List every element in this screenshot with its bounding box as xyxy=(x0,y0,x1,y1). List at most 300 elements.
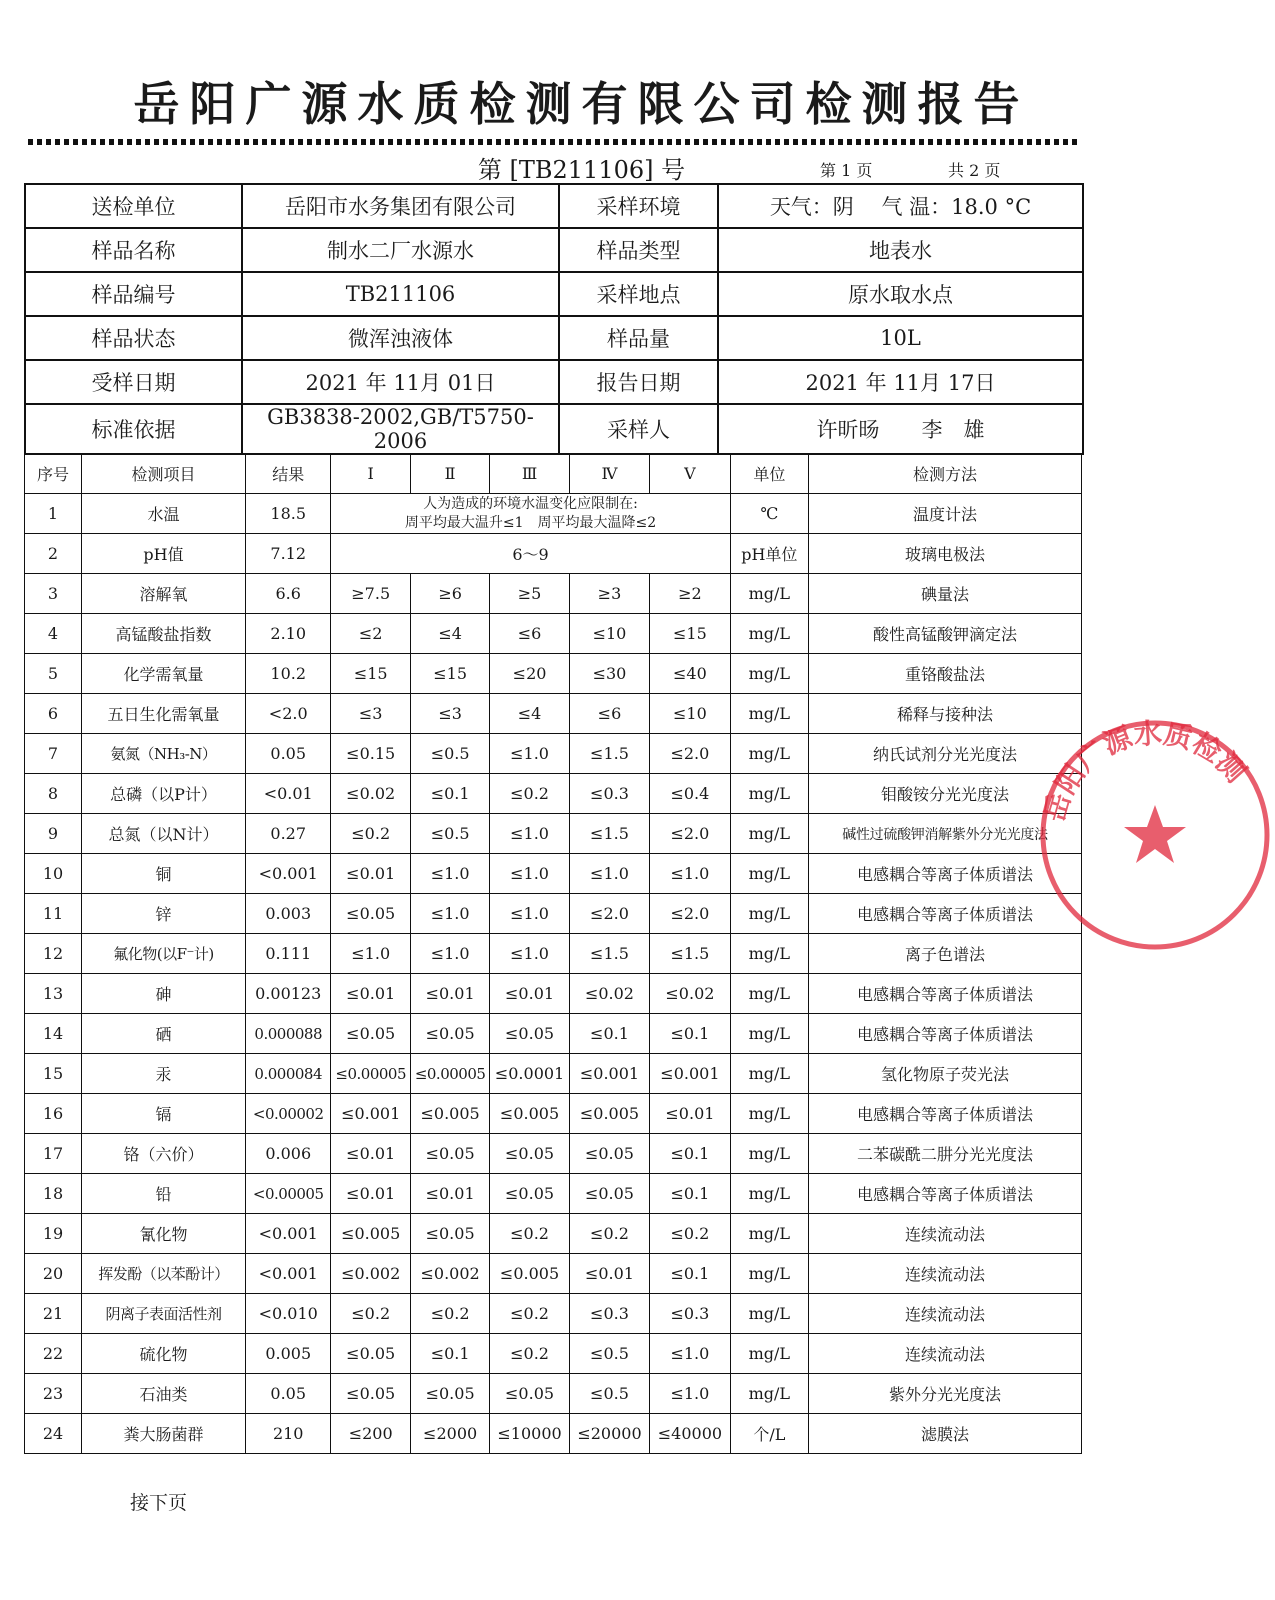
row-class-3: ≤1.0 xyxy=(490,814,569,854)
info-value: 天气：阴 气 温：18.0 °C xyxy=(718,184,1083,228)
info-label: 样品名称 xyxy=(25,228,242,272)
row-item: 粪大肠菌群 xyxy=(82,1414,246,1454)
row-unit: pH单位 xyxy=(730,534,808,574)
row-class-1: ≤0.01 xyxy=(331,974,410,1014)
seal-text: 岳阳广源水质检测 xyxy=(1037,716,1253,826)
row-result: 7.12 xyxy=(245,534,331,574)
row-result: 10.2 xyxy=(245,654,331,694)
row-class-3: ≤1.0 xyxy=(490,894,569,934)
row-unit: mg/L xyxy=(730,574,808,614)
table-row xyxy=(25,1414,1082,1454)
row-no: 19 xyxy=(25,1214,82,1254)
row-result: <0.010 xyxy=(245,1294,331,1334)
row-item: 高锰酸盐指数 xyxy=(82,614,246,654)
row-class-3: ≤20 xyxy=(490,654,569,694)
row-item: 硫化物 xyxy=(82,1334,246,1374)
header-result: 结果 xyxy=(245,454,331,494)
row-item: 氟化物(以F⁻计) xyxy=(82,934,246,974)
row-method: 重铬酸盐法 xyxy=(809,654,1082,694)
row-class-5: ≥2 xyxy=(650,574,730,614)
row-no: 11 xyxy=(25,894,82,934)
row-item: 氨氮（NH₃-N） xyxy=(82,734,246,774)
row-method: 连续流动法 xyxy=(809,1294,1082,1334)
header-class-4: Ⅳ xyxy=(569,454,649,494)
row-class-4: ≤0.005 xyxy=(569,1094,649,1134)
row-class-2: ≤0.05 xyxy=(410,1014,489,1054)
page-total: 共 2 页 xyxy=(948,161,1001,180)
row-result: <0.00002 xyxy=(245,1094,331,1134)
row-class-3: ≤0.2 xyxy=(490,774,569,814)
row-class-5: ≤0.3 xyxy=(650,1294,730,1334)
row-class-4: ≤0.5 xyxy=(569,1334,649,1374)
row-class-4: ≤0.5 xyxy=(569,1374,649,1414)
row-unit: mg/L xyxy=(730,814,808,854)
info-label: 采样人 xyxy=(559,404,718,454)
company-seal xyxy=(1035,715,1275,955)
header-class-5: Ⅴ xyxy=(650,454,730,494)
row-class-1: ≤0.002 xyxy=(331,1254,410,1294)
table-row xyxy=(25,814,1082,854)
row-class-4: ≤0.05 xyxy=(569,1174,649,1214)
row-no: 4 xyxy=(25,614,82,654)
row-class-5: ≤15 xyxy=(650,614,730,654)
row-no: 10 xyxy=(25,854,82,894)
table-row xyxy=(25,894,1082,934)
row-class-1: ≤0.05 xyxy=(331,1014,410,1054)
header-class-2: Ⅱ xyxy=(410,454,489,494)
row-no: 24 xyxy=(25,1414,82,1454)
row-class-2: ≤0.01 xyxy=(410,974,489,1014)
row-unit: ℃ xyxy=(730,494,808,534)
row-class-3: ≤0.2 xyxy=(490,1294,569,1334)
row-no: 12 xyxy=(25,934,82,974)
row-class-5: ≤1.0 xyxy=(650,854,730,894)
row-result: 0.27 xyxy=(245,814,331,854)
row-item: 挥发酚（以苯酚计） xyxy=(82,1254,246,1294)
row-class-5: ≤10 xyxy=(650,694,730,734)
row-no: 21 xyxy=(25,1294,82,1334)
row-no: 23 xyxy=(25,1374,82,1414)
row-item: 砷 xyxy=(82,974,246,1014)
row-no: 9 xyxy=(25,814,82,854)
info-label: 样品类型 xyxy=(559,228,718,272)
info-label: 采样地点 xyxy=(559,272,718,316)
row-no: 15 xyxy=(25,1054,82,1094)
row-item: 石油类 xyxy=(82,1374,246,1414)
table-header-row xyxy=(25,454,1082,494)
row-unit: mg/L xyxy=(730,1334,808,1374)
row-class-1: ≤0.001 xyxy=(331,1094,410,1134)
info-value: 微浑浊液体 xyxy=(242,316,559,360)
row-no: 22 xyxy=(25,1334,82,1374)
row-unit: mg/L xyxy=(730,854,808,894)
row-class-3: ≤0.05 xyxy=(490,1134,569,1174)
row-class-4: ≤20000 xyxy=(569,1414,649,1454)
row-unit: mg/L xyxy=(730,734,808,774)
row-result: <2.0 xyxy=(245,694,331,734)
row-unit: mg/L xyxy=(730,1374,808,1414)
row-unit: mg/L xyxy=(730,774,808,814)
row-class-1: ≤0.05 xyxy=(331,1374,410,1414)
row-unit: mg/L xyxy=(730,1134,808,1174)
row-no: 16 xyxy=(25,1094,82,1134)
ph-limit-range: 6～9 xyxy=(331,534,730,574)
table-row xyxy=(25,694,1082,734)
info-label: 样品编号 xyxy=(25,272,242,316)
row-no: 13 xyxy=(25,974,82,1014)
row-method: 离子色谱法 xyxy=(809,934,1082,974)
table-row xyxy=(25,1374,1082,1414)
row-item: 铬（六价） xyxy=(82,1134,246,1174)
row-class-1: ≤200 xyxy=(331,1414,410,1454)
row-class-1: ≤0.05 xyxy=(331,1334,410,1374)
row-item: 氰化物 xyxy=(82,1214,246,1254)
row-item: 总氮（以N计） xyxy=(82,814,246,854)
row-result: 0.005 xyxy=(245,1334,331,1374)
note-line-2: 周平均最大温升≤1 周平均最大温降≤2 xyxy=(404,514,657,531)
info-value: 原水取水点 xyxy=(718,272,1083,316)
row-no: 17 xyxy=(25,1134,82,1174)
row-class-5: ≤0.1 xyxy=(650,1134,730,1174)
row-class-4: ≤0.001 xyxy=(569,1054,649,1094)
row-class-4: ≤1.0 xyxy=(569,854,649,894)
header-item: 检测项目 xyxy=(82,454,246,494)
row-class-5: ≤0.2 xyxy=(650,1214,730,1254)
row-class-4: ≤1.5 xyxy=(569,934,649,974)
row-class-3: ≤0.05 xyxy=(490,1014,569,1054)
row-class-2: ≤3 xyxy=(410,694,489,734)
row-class-3: ≤1.0 xyxy=(490,934,569,974)
row-class-4: ≤1.5 xyxy=(569,734,649,774)
row-class-4: ≤1.5 xyxy=(569,814,649,854)
sample-info-table xyxy=(24,183,1084,455)
row-no: 18 xyxy=(25,1174,82,1214)
info-value: 2021 年 11月 01日 xyxy=(242,360,559,404)
row-no: 20 xyxy=(25,1254,82,1294)
info-label: 样品量 xyxy=(559,316,718,360)
info-label: 采样环境 xyxy=(559,184,718,228)
row-method: 连续流动法 xyxy=(809,1254,1082,1294)
row-class-2: ≤0.05 xyxy=(410,1374,489,1414)
seal-star-icon xyxy=(1124,805,1186,863)
row-method: 电感耦合等离子体质谱法 xyxy=(809,1094,1082,1134)
row-class-2: ≥6 xyxy=(410,574,489,614)
table-row xyxy=(25,574,1082,614)
row-class-1: ≤0.01 xyxy=(331,854,410,894)
row-class-2: ≤0.5 xyxy=(410,734,489,774)
row-class-4: ≤0.05 xyxy=(569,1134,649,1174)
row-method: 连续流动法 xyxy=(809,1334,1082,1374)
row-method: 碱性过硫酸钾消解紫外分光光度法 xyxy=(809,814,1082,854)
row-result: <0.001 xyxy=(245,1214,331,1254)
info-value: 制水二厂水源水 xyxy=(242,228,559,272)
row-class-3: ≤0.05 xyxy=(490,1174,569,1214)
row-item: 五日生化需氧量 xyxy=(82,694,246,734)
row-method: 钼酸铵分光光度法 xyxy=(809,774,1082,814)
row-method: 温度计法 xyxy=(809,494,1082,534)
row-class-2: ≤0.00005 xyxy=(410,1054,489,1094)
row-class-1: ≤0.00005 xyxy=(331,1054,410,1094)
row-unit: mg/L xyxy=(730,1054,808,1094)
row-class-4: ≤0.1 xyxy=(569,1014,649,1054)
row-method: 电感耦合等离子体质谱法 xyxy=(809,1014,1082,1054)
row-unit: mg/L xyxy=(730,614,808,654)
info-value: 许昕旸 李 雄 xyxy=(718,404,1083,454)
row-class-3: ≤0.005 xyxy=(490,1254,569,1294)
row-no: 8 xyxy=(25,774,82,814)
row-unit: mg/L xyxy=(730,1094,808,1134)
table-row xyxy=(25,854,1082,894)
row-class-5: ≤40 xyxy=(650,654,730,694)
title-dotted-rule xyxy=(28,139,1078,145)
row-method: 电感耦合等离子体质谱法 xyxy=(809,974,1082,1014)
row-method: 纳氏试剂分光光度法 xyxy=(809,734,1082,774)
info-value: TB211106 xyxy=(242,272,559,316)
row-unit: mg/L xyxy=(730,974,808,1014)
row-item: pH值 xyxy=(82,534,246,574)
row-class-4: ≤0.3 xyxy=(569,1294,649,1334)
row-method: 稀释与接种法 xyxy=(809,694,1082,734)
row-result: 0.111 xyxy=(245,934,331,974)
table-row xyxy=(25,934,1082,974)
header-method: 检测方法 xyxy=(809,454,1082,494)
row-method: 碘量法 xyxy=(809,574,1082,614)
row-unit: mg/L xyxy=(730,1254,808,1294)
row-no: 3 xyxy=(25,574,82,614)
info-row xyxy=(25,404,1083,454)
row-class-2: ≤4 xyxy=(410,614,489,654)
row-class-5: ≤2.0 xyxy=(650,734,730,774)
row-method: 滤膜法 xyxy=(809,1414,1082,1454)
table-row xyxy=(25,774,1082,814)
row-class-2: ≤0.05 xyxy=(410,1214,489,1254)
info-row xyxy=(25,272,1083,316)
table-row xyxy=(25,1134,1082,1174)
row-no: 7 xyxy=(25,734,82,774)
row-class-2: ≤0.002 xyxy=(410,1254,489,1294)
info-label: 样品状态 xyxy=(25,316,242,360)
row-method: 玻璃电极法 xyxy=(809,534,1082,574)
row-class-3: ≤10000 xyxy=(490,1414,569,1454)
info-row xyxy=(25,184,1083,228)
header-unit: 单位 xyxy=(730,454,808,494)
row-class-1: ≤0.15 xyxy=(331,734,410,774)
row-method: 电感耦合等离子体质谱法 xyxy=(809,854,1082,894)
row-class-5: ≤0.1 xyxy=(650,1014,730,1054)
row-item: 阴离子表面活性剂 xyxy=(82,1294,246,1334)
table-row xyxy=(25,1334,1082,1374)
row-method: 氢化物原子荧光法 xyxy=(809,1054,1082,1094)
table-row xyxy=(25,1054,1082,1094)
table-row xyxy=(25,1014,1082,1054)
row-item: 硒 xyxy=(82,1014,246,1054)
row-class-3: ≤1.0 xyxy=(490,854,569,894)
row-result: <0.001 xyxy=(245,854,331,894)
row-no: 2 xyxy=(25,534,82,574)
table-row xyxy=(25,1214,1082,1254)
row-class-1: ≤0.2 xyxy=(331,814,410,854)
row-class-5: ≤1.5 xyxy=(650,934,730,974)
row-result: 210 xyxy=(245,1414,331,1454)
test-results-table xyxy=(24,453,1082,1454)
header-class-1: Ⅰ xyxy=(331,454,410,494)
info-row xyxy=(25,360,1083,404)
row-class-3: ≤4 xyxy=(490,694,569,734)
row-item: 铅 xyxy=(82,1174,246,1214)
row-unit: mg/L xyxy=(730,654,808,694)
row-unit: mg/L xyxy=(730,1014,808,1054)
table-row xyxy=(25,1174,1082,1214)
info-value: GB3838-2002,GB/T5750-2006 xyxy=(242,404,559,454)
row-item: 锌 xyxy=(82,894,246,934)
row-class-1: ≤0.02 xyxy=(331,774,410,814)
row-class-5: ≤0.1 xyxy=(650,1174,730,1214)
water-temp-limit-note xyxy=(331,494,730,534)
table-row xyxy=(25,494,1082,534)
header-no: 序号 xyxy=(25,454,82,494)
row-result: 0.003 xyxy=(245,894,331,934)
table-row xyxy=(25,614,1082,654)
table-row xyxy=(25,734,1082,774)
row-class-1: ≤0.05 xyxy=(331,894,410,934)
row-class-2: ≤0.01 xyxy=(410,1174,489,1214)
info-value: 2021 年 11月 17日 xyxy=(718,360,1083,404)
row-class-4: ≤10 xyxy=(569,614,649,654)
header-class-3: Ⅲ xyxy=(490,454,569,494)
row-result: 0.05 xyxy=(245,734,331,774)
row-class-2: ≤0.5 xyxy=(410,814,489,854)
row-method: 电感耦合等离子体质谱法 xyxy=(809,1174,1082,1214)
row-class-4: ≤30 xyxy=(569,654,649,694)
row-method: 连续流动法 xyxy=(809,1214,1082,1254)
row-item: 水温 xyxy=(82,494,246,534)
row-result: 0.000088 xyxy=(245,1014,331,1054)
row-result: 6.6 xyxy=(245,574,331,614)
row-class-1: ≤3 xyxy=(331,694,410,734)
row-class-2: ≤0.2 xyxy=(410,1294,489,1334)
row-result: <0.01 xyxy=(245,774,331,814)
row-class-2: ≤0.1 xyxy=(410,774,489,814)
row-class-3: ≤0.05 xyxy=(490,1374,569,1414)
row-class-4: ≤0.3 xyxy=(569,774,649,814)
row-unit: 个/L xyxy=(730,1414,808,1454)
row-class-5: ≤40000 xyxy=(650,1414,730,1454)
row-class-5: ≤2.0 xyxy=(650,894,730,934)
row-class-5: ≤0.1 xyxy=(650,1254,730,1294)
row-unit: mg/L xyxy=(730,894,808,934)
report-title: 岳阳广源水质检测有限公司检测报告 xyxy=(133,77,1030,131)
row-class-1: ≤2 xyxy=(331,614,410,654)
table-row xyxy=(25,534,1082,574)
row-unit: mg/L xyxy=(730,1174,808,1214)
row-class-4: ≤6 xyxy=(569,694,649,734)
row-unit: mg/L xyxy=(730,694,808,734)
row-class-5: ≤0.4 xyxy=(650,774,730,814)
row-result: 2.10 xyxy=(245,614,331,654)
row-class-2: ≤0.05 xyxy=(410,1134,489,1174)
row-unit: mg/L xyxy=(730,1214,808,1254)
row-class-1: ≤0.01 xyxy=(331,1134,410,1174)
row-class-4: ≤0.02 xyxy=(569,974,649,1014)
row-method: 二苯碳酰二肼分光光度法 xyxy=(809,1134,1082,1174)
row-method: 酸性高锰酸钾滴定法 xyxy=(809,614,1082,654)
row-class-5: ≤0.01 xyxy=(650,1094,730,1134)
note-line-1: 人为造成的环境水温变化应限制在: xyxy=(423,495,638,512)
report-number: 第 [TB211106] 号 xyxy=(477,156,686,184)
info-label: 报告日期 xyxy=(559,360,718,404)
row-method: 紫外分光光度法 xyxy=(809,1374,1082,1414)
row-class-1: ≤1.0 xyxy=(331,934,410,974)
row-class-2: ≤15 xyxy=(410,654,489,694)
row-class-5: ≤0.001 xyxy=(650,1054,730,1094)
row-class-3: ≤0.005 xyxy=(490,1094,569,1134)
row-class-3: ≤0.0001 xyxy=(490,1054,569,1094)
row-class-2: ≤0.1 xyxy=(410,1334,489,1374)
table-row xyxy=(25,1254,1082,1294)
row-item: 铜 xyxy=(82,854,246,894)
table-row xyxy=(25,974,1082,1014)
row-result: 0.00123 xyxy=(245,974,331,1014)
row-class-1: ≤15 xyxy=(331,654,410,694)
info-value: 地表水 xyxy=(718,228,1083,272)
table-row xyxy=(25,1294,1082,1334)
continued-next-page: 接下页 xyxy=(130,1492,188,1514)
row-class-4: ≤0.2 xyxy=(569,1214,649,1254)
row-class-2: ≤1.0 xyxy=(410,854,489,894)
row-class-4: ≥3 xyxy=(569,574,649,614)
row-class-3: ≤0.01 xyxy=(490,974,569,1014)
row-result: <0.001 xyxy=(245,1254,331,1294)
info-label: 标准依据 xyxy=(25,404,242,454)
row-unit: mg/L xyxy=(730,934,808,974)
row-class-2: ≤1.0 xyxy=(410,894,489,934)
row-unit: mg/L xyxy=(730,1294,808,1334)
row-item: 镉 xyxy=(82,1094,246,1134)
info-row xyxy=(25,228,1083,272)
row-result: 0.006 xyxy=(245,1134,331,1174)
row-class-2: ≤0.005 xyxy=(410,1094,489,1134)
row-class-1: ≤0.2 xyxy=(331,1294,410,1334)
row-no: 14 xyxy=(25,1014,82,1054)
row-result: <0.00005 xyxy=(245,1174,331,1214)
row-class-1: ≤0.01 xyxy=(331,1174,410,1214)
row-class-5: ≤1.0 xyxy=(650,1374,730,1414)
page-current: 第 1 页 xyxy=(820,161,873,180)
row-item: 化学需氧量 xyxy=(82,654,246,694)
row-class-3: ≥5 xyxy=(490,574,569,614)
row-class-2: ≤2000 xyxy=(410,1414,489,1454)
row-no: 6 xyxy=(25,694,82,734)
info-label: 送检单位 xyxy=(25,184,242,228)
row-class-3: ≤0.2 xyxy=(490,1214,569,1254)
row-class-4: ≤0.01 xyxy=(569,1254,649,1294)
table-row xyxy=(25,654,1082,694)
row-class-1: ≤0.005 xyxy=(331,1214,410,1254)
row-class-3: ≤6 xyxy=(490,614,569,654)
row-method: 电感耦合等离子体质谱法 xyxy=(809,894,1082,934)
table-row xyxy=(25,1094,1082,1134)
row-result: 0.000084 xyxy=(245,1054,331,1094)
row-item: 总磷（以P计） xyxy=(82,774,246,814)
row-result: 18.5 xyxy=(245,494,331,534)
row-no: 5 xyxy=(25,654,82,694)
row-class-2: ≤1.0 xyxy=(410,934,489,974)
info-row xyxy=(25,316,1083,360)
row-class-3: ≤1.0 xyxy=(490,734,569,774)
row-class-5: ≤1.0 xyxy=(650,1334,730,1374)
info-value: 岳阳市水务集团有限公司 xyxy=(242,184,559,228)
row-class-4: ≤2.0 xyxy=(569,894,649,934)
